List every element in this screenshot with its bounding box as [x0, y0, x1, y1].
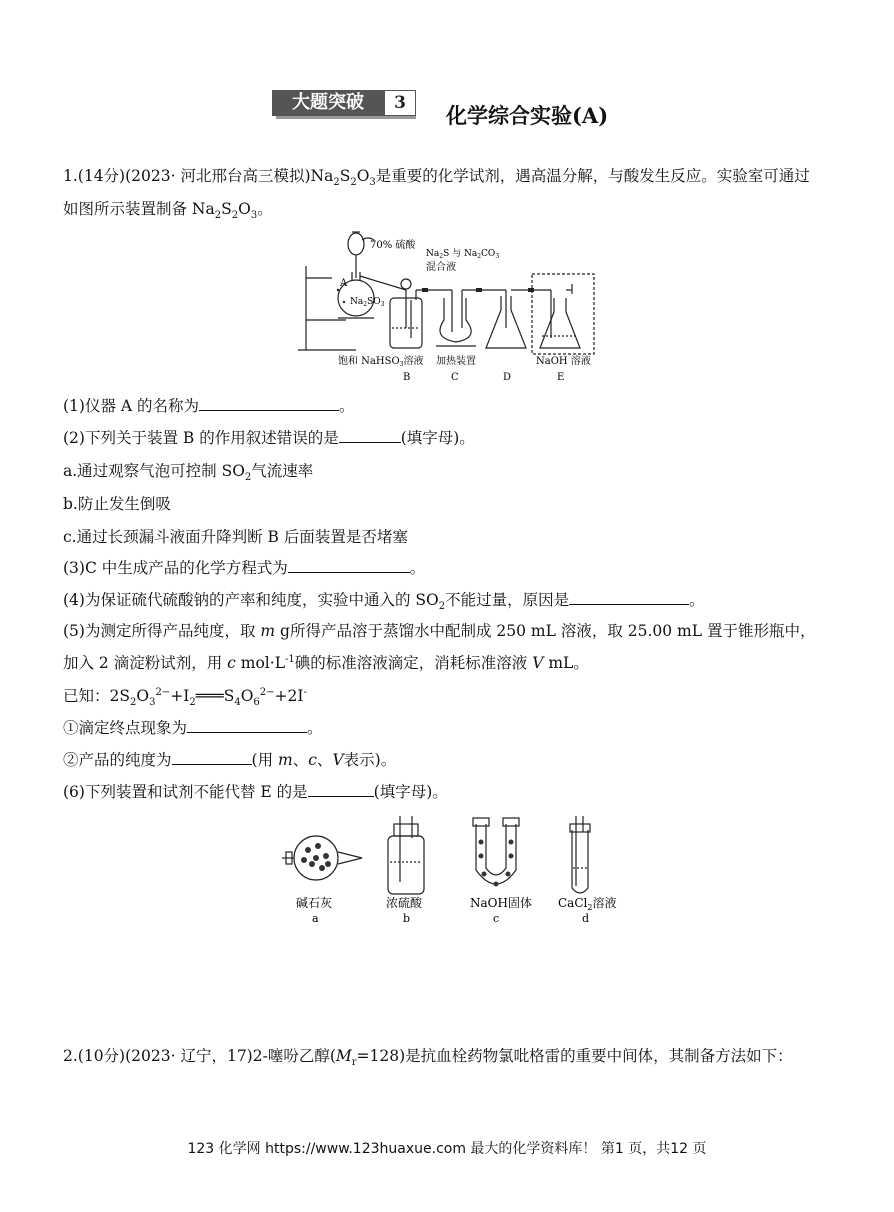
answer-blank: [569, 590, 689, 605]
answer-blank: [308, 782, 374, 797]
fig2-label-c: NaOH固体: [470, 896, 532, 910]
q1-part1: (1)仪器 A 的名称为 。: [63, 397, 355, 415]
q2-text: 2.(10分)(2023· 辽宁，17)2-噻吩乙醇$(M_r=128)$是抗血栓药物氯吡格雷的重要中间体，其制备方法如下：: [63, 1047, 793, 1069]
page-footer: 123 化学网 https://www.123huaxue.com 最大的化学资料库！ 第1 页，共12 页: [187, 1141, 707, 1157]
q1-part6: (6)下列装置和试剂不能代替 E 的是 (填字母)。: [63, 783, 448, 801]
header-badge-box: [272, 90, 418, 118]
fig2-label-a: 碱石灰: [296, 896, 333, 910]
q1-part5-line2: 加入 2 滴淀粉试剂，用 c $mol\cdot L^{-1}$碘的标准溶液滴定，消耗标准溶液 V mL。: [63, 653, 589, 672]
q1-sub2: ②产品的纯度为 (用 m、c、V表示)。: [63, 751, 397, 769]
alternatives-figure: [278, 812, 628, 930]
fig2-letter-c: c: [493, 912, 500, 925]
fig2-label-d: CaCl$_2$溶液: [558, 896, 617, 912]
fig1-b-caption: 饱和 NaHSO$_3$溶液: [338, 356, 424, 368]
fig1-na2so3-label: $Na_2SO_3$: [350, 297, 385, 308]
answer-blank: [288, 558, 410, 573]
q1-part3: (3)C 中生成产品的化学方程式为 。: [63, 559, 426, 577]
fig1-letter-d: D: [503, 372, 512, 383]
fig2-label-b: 浓硫酸: [386, 896, 423, 910]
page-title: 化学综合实验(A): [446, 103, 609, 128]
fig1-mix-label2: 混合液: [426, 262, 456, 273]
fig1-letter-e: E: [557, 372, 565, 383]
q1-intro-line1: 1.(14分)(2023· 河北邢台高三模拟)$Na_2S_2O_3$是重要的化学试剂，遇高温分解，与酸发生反应。实验室可通过: [63, 167, 810, 189]
fig1-letter-c: C: [451, 372, 459, 383]
answer-blank: [172, 750, 252, 765]
q1-part5-line1: (5)为测定所得产品纯度，取 m g所得产品溶于蒸馏水中配制成 250 mL 溶液，取 25.00 mL 置于锥形瓶中，: [63, 622, 816, 640]
fig1-acid-label: 70% 硫酸: [370, 240, 416, 251]
header-badge: 大题突破: [272, 90, 384, 116]
answer-blank: [339, 428, 401, 443]
fig1-label-a: A: [340, 278, 348, 289]
answer-blank: [187, 718, 307, 733]
fig2-letter-d: d: [582, 912, 590, 925]
q1-option-b: b.防止发生倒吸: [63, 495, 171, 513]
q1-part2: (2)下列关于装置 B 的作用叙述错误的是 (填字母)。: [63, 429, 475, 447]
fig1-letter-b: B: [403, 372, 411, 383]
q1-intro-line2: 如图所示装置制备 $Na_2S_2O_3$。: [63, 200, 273, 222]
fig1-mix-label: $Na_2S$ 与 $Na_2CO_3$: [426, 249, 500, 260]
badge-shadow: [276, 116, 416, 119]
q1-option-a: a.通过观察气泡可控制 $SO_2$气流速率: [63, 462, 314, 484]
header-badge-number: 3: [384, 90, 416, 116]
fig1-c-caption: 加热装置: [436, 356, 476, 367]
answer-blank: [199, 396, 339, 411]
apparatus-figure: [296, 228, 602, 388]
fig1-e-caption: NaOH 溶液: [536, 356, 591, 367]
q1-option-c: c.通过长颈漏斗液面升降判断 B 后面装置是否堵塞: [63, 528, 408, 546]
fig2-letter-a: a: [312, 912, 319, 925]
q1-sub1: ①滴定终点现象为 。: [63, 719, 323, 737]
q1-known-equation: 已知：$2S_2O_3^{2-}+I_2═══S_4O_6^{2-}+2I^-$: [63, 686, 307, 709]
fig2-letter-b: b: [403, 912, 411, 925]
q1-part4: (4)为保证硫代硫酸钠的产率和纯度，实验中通入的 $SO_2$不能过量，原因是 。: [63, 591, 705, 613]
